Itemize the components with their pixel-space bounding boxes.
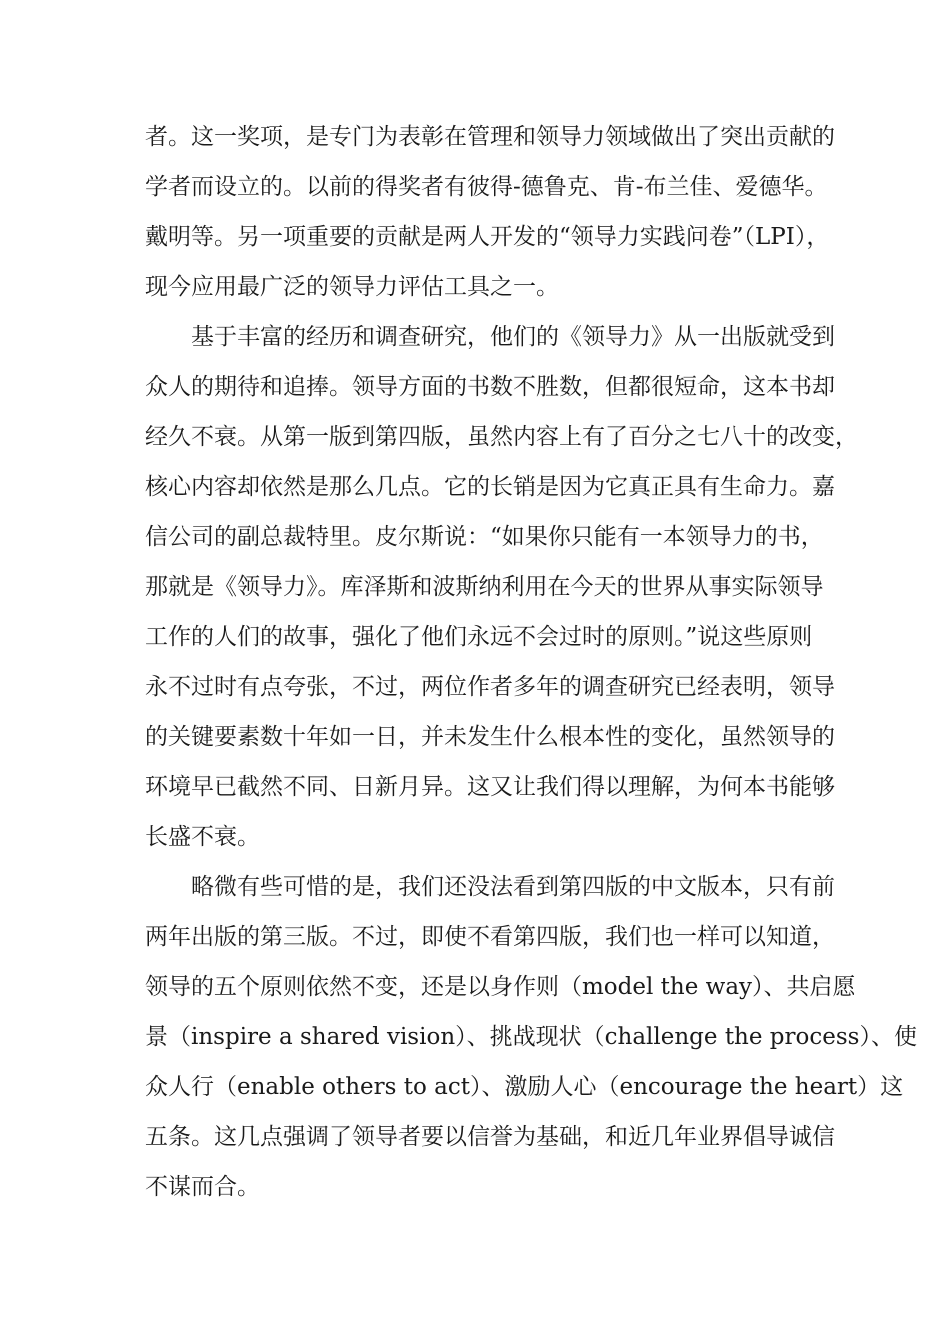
- text-line: 两年出版的第三版。不过，即使不看第四版，我们也一样可以知道，: [145, 924, 835, 950]
- text-line: 五条。这几点强调了领导者要以信誉为基础，和近几年业界倡导诚信: [145, 1124, 835, 1150]
- text-line: 不谋而合。: [145, 1174, 260, 1200]
- text-line: 领导的五个原则依然不变，还是以身作则（model the way）、共启愿: [145, 974, 856, 1000]
- text-line: 现今应用最广泛的领导力评估工具之一。: [145, 274, 559, 300]
- text-line: 戴明等。另一项重要的贡献是两人开发的“领导力实践问卷”（LPI），: [145, 224, 830, 250]
- paragraph-3: [145, 862, 917, 1212]
- text-line: 永不过时有点夸张，不过，两位作者多年的调查研究已经表明，领导: [145, 674, 835, 700]
- text-line: 的关键要素数十年如一日，并未发生什么根本性的变化，虽然领导的: [145, 724, 835, 750]
- paragraph-1: [145, 112, 835, 312]
- text-line: 景（inspire a shared vision）、挑战现状（challenge the process）、使: [145, 1024, 917, 1050]
- body-text: [145, 112, 917, 1212]
- text-line: 信公司的副总裁特里。皮尔斯说：“如果你只能有一本领导力的书，: [145, 524, 824, 550]
- text-line: 工作的人们的故事，强化了他们永远不会过时的原则。”说这些原则: [145, 624, 813, 650]
- text-line: 长盛不衰。: [145, 824, 260, 850]
- text-line: 略微有些可惜的是，我们还没法看到第四版的中文版本，只有前: [191, 874, 835, 900]
- text-line: 核心内容却依然是那么几点。它的长销是因为它真正具有生命力。嘉: [145, 474, 835, 500]
- text-line: 学者而设立的。以前的得奖者有彼得-德鲁克、肯-布兰佳、爱德华。: [145, 174, 828, 200]
- text-line: 基于丰富的经历和调查研究，他们的《领导力》从一出版就受到: [191, 324, 835, 350]
- text-line: 经久不衰。从第一版到第四版，虽然内容上有了百分之七八十的改变，: [145, 424, 858, 450]
- text-line: 者。这一奖项，是专门为表彰在管理和领导力领域做出了突出贡献的: [145, 124, 835, 150]
- text-line: 众人行（enable others to act）、激励人心（encourage the heart）这: [145, 1074, 904, 1100]
- text-line: 那就是《领导力》。库泽斯和波斯纳利用在今天的世界从事实际领导: [145, 574, 824, 600]
- text-line: 众人的期待和追捧。领导方面的书数不胜数，但都很短命，这本书却: [145, 374, 835, 400]
- paragraph-2: [145, 312, 858, 862]
- text-line: 环境早已截然不同、日新月异。这又让我们得以理解，为何本书能够: [145, 774, 835, 800]
